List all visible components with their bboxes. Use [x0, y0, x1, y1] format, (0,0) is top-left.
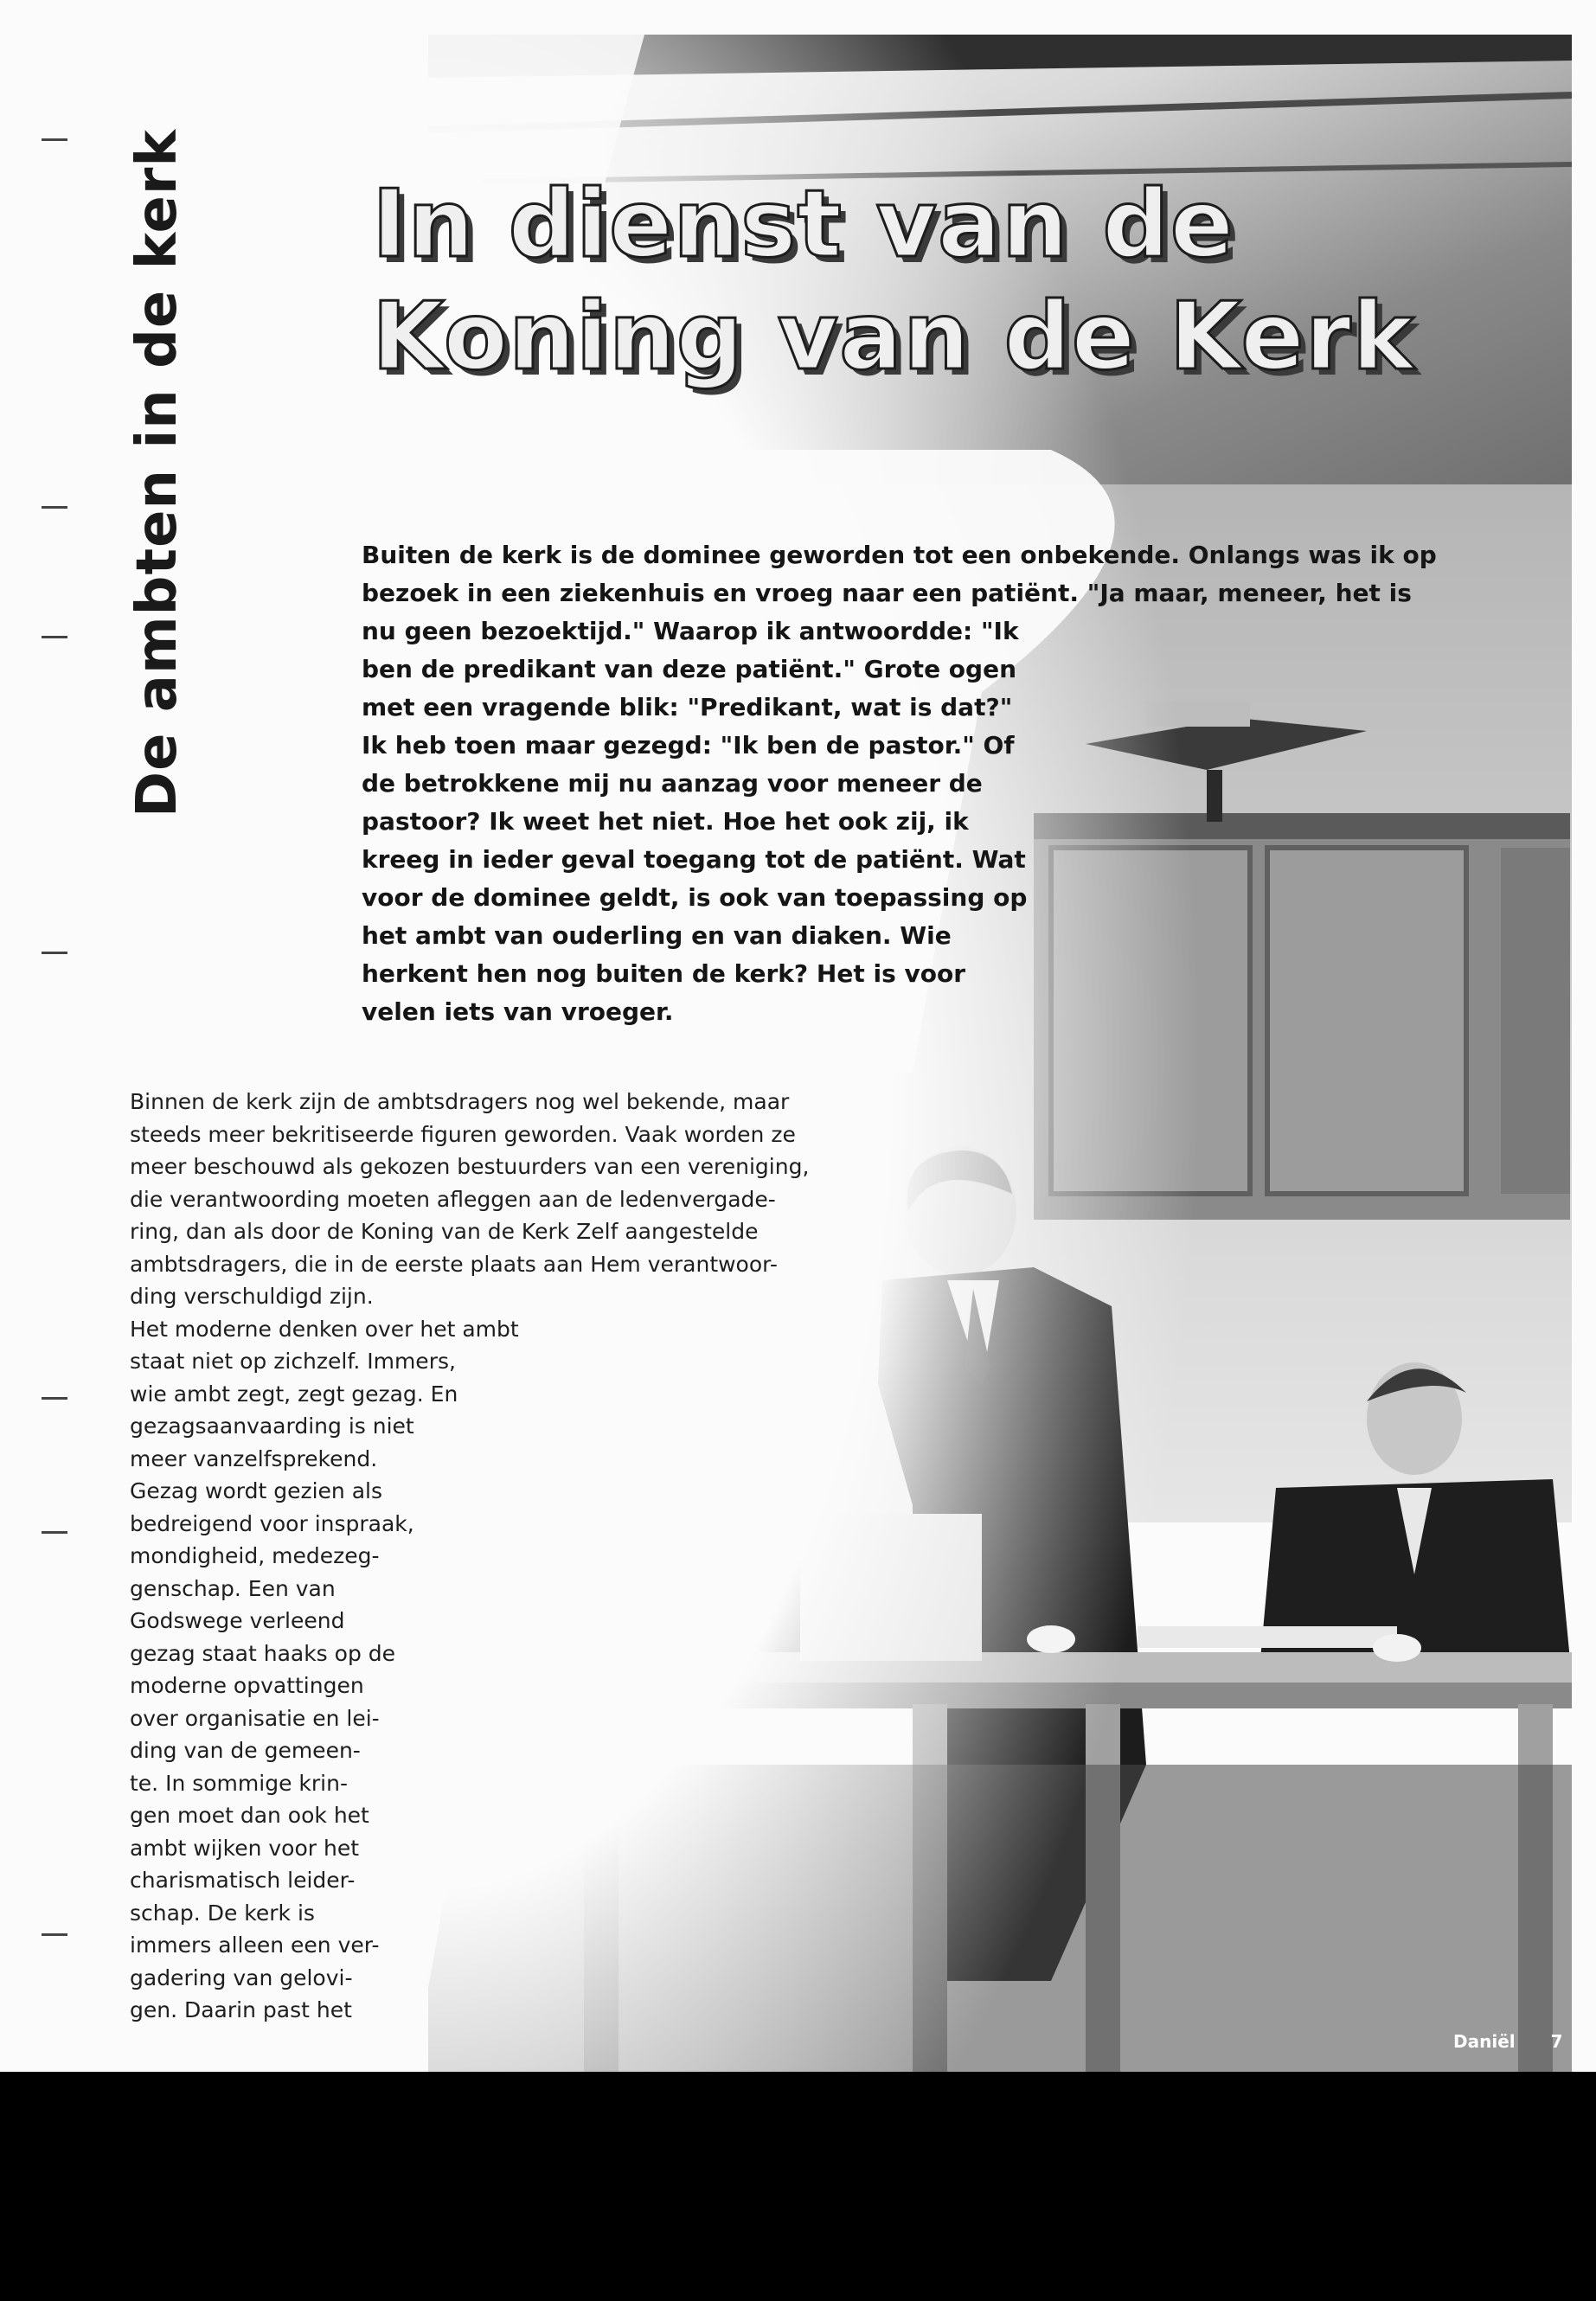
- intro-line: bezoek in een ziekenhuis en vroeg naar een patiënt. "Ja maar, meneer, het is: [362, 579, 1412, 607]
- magazine-name: Daniël: [1453, 2031, 1516, 2052]
- body-line: ring, dan als door de Koning van de Kerk Zelf aangestelde: [130, 1219, 759, 1244]
- intro-line: ben de predikant van deze patiënt." Grote ogen: [362, 655, 1017, 683]
- title-line-2: Koning van de Kerk: [372, 283, 1415, 391]
- margin-mark: [42, 636, 67, 638]
- body-line: ambt wijken voor het: [130, 1835, 360, 1861]
- body-line: ambtsdragers, die in de eerste plaats aan Hem verantwoor-: [130, 1251, 778, 1277]
- margin-mark: [42, 506, 67, 509]
- body-line: staat niet op zichzelf. Immers,: [130, 1349, 456, 1374]
- margin-mark: [42, 1397, 67, 1400]
- body-line: wie ambt zegt, zegt gezag. En: [130, 1381, 458, 1407]
- body-line: schap. De kerk is: [130, 1900, 315, 1926]
- margin-mark: [42, 1933, 67, 1936]
- title-line-1: In dienst van de: [372, 170, 1234, 279]
- intro-line: herkent hen nog buiten de kerk? Het is voor: [362, 959, 966, 988]
- body-line: bedreigend voor inspraak,: [130, 1510, 414, 1536]
- scan-border: [0, 2072, 1596, 2301]
- body-line: steeds meer bekritiseerde figuren geworden. Vaak worden ze: [130, 1121, 796, 1147]
- body-line: ding verschuldigd zijn.: [130, 1284, 374, 1309]
- intro-line: voor de dominee geldt, is ook van toepassing op: [362, 883, 1028, 912]
- body-line: meer vanzelfsprekend.: [130, 1445, 378, 1471]
- section-heading: De ambten in de kerk: [125, 129, 189, 817]
- body-line: Godswege verleend: [130, 1608, 345, 1633]
- body-line: gen moet dan ook het: [130, 1803, 369, 1828]
- margin-mark: [42, 138, 67, 141]
- intro-line: pastoor? Ik weet het niet. Hoe het ook zij, ik: [362, 807, 969, 836]
- intro-line: met een vragende blik: "Predikant, wat is dat?": [362, 693, 1013, 721]
- body-line: meer beschouwd als gekozen bestuurders van een vereniging,: [130, 1154, 810, 1179]
- intro-line: het ambt van ouderling en van diaken. Wie: [362, 921, 952, 950]
- body-line: ding van de gemeen-: [130, 1738, 361, 1763]
- body-line: mondigheid, medezeg-: [130, 1543, 380, 1568]
- intro-paragraph: [362, 536, 1437, 1031]
- body-line: over organisatie en lei-: [130, 1705, 380, 1731]
- body-line: genschap. Een van: [130, 1575, 336, 1601]
- body-line: gadering van gelovi-: [130, 1965, 353, 1990]
- body-line: immers alleen een ver-: [130, 1932, 380, 1958]
- intro-line: nu geen bezoektijd." Waarop ik antwoordde: "Ik: [362, 617, 1019, 645]
- intro-line: velen iets van vroeger.: [362, 997, 674, 1026]
- intro-line: Buiten de kerk is de dominee geworden tot een onbekende. Onlangs was ik op: [362, 541, 1437, 569]
- body-line: gen. Daarin past het: [130, 1997, 352, 2022]
- body-line: Gezag wordt gezien als: [130, 1478, 382, 1503]
- intro-line: de betrokkene mij nu aanzag voor meneer de: [362, 769, 983, 798]
- body-paragraph: [130, 1086, 874, 2027]
- intro-line: kreeg in ieder geval toegang tot de patiënt. Wat: [362, 845, 1026, 874]
- page-number: 7: [1550, 2031, 1563, 2052]
- body-line: gezag staat haaks op de: [130, 1640, 396, 1666]
- margin-mark: [42, 1531, 67, 1534]
- body-line: moderne opvattingen: [130, 1673, 364, 1698]
- body-line: te. In sommige krin-: [130, 1770, 348, 1796]
- body-line: gezagsaanvaarding is niet: [130, 1413, 414, 1439]
- body-line: die verantwoording moeten afleggen aan de ledenvergade-: [130, 1186, 776, 1212]
- intro-line: Ik heb toen maar gezegd: "Ik ben de pastor." Of: [362, 731, 1015, 760]
- margin-mark: [42, 952, 67, 954]
- body-line: charismatisch leider-: [130, 1868, 356, 1893]
- article-title: [372, 169, 1415, 394]
- page-footer: [1453, 2031, 1563, 2052]
- body-line: Het moderne denken over het ambt: [130, 1316, 519, 1342]
- body-line: Binnen de kerk zijn de ambtsdragers nog wel bekende, maar: [130, 1089, 790, 1114]
